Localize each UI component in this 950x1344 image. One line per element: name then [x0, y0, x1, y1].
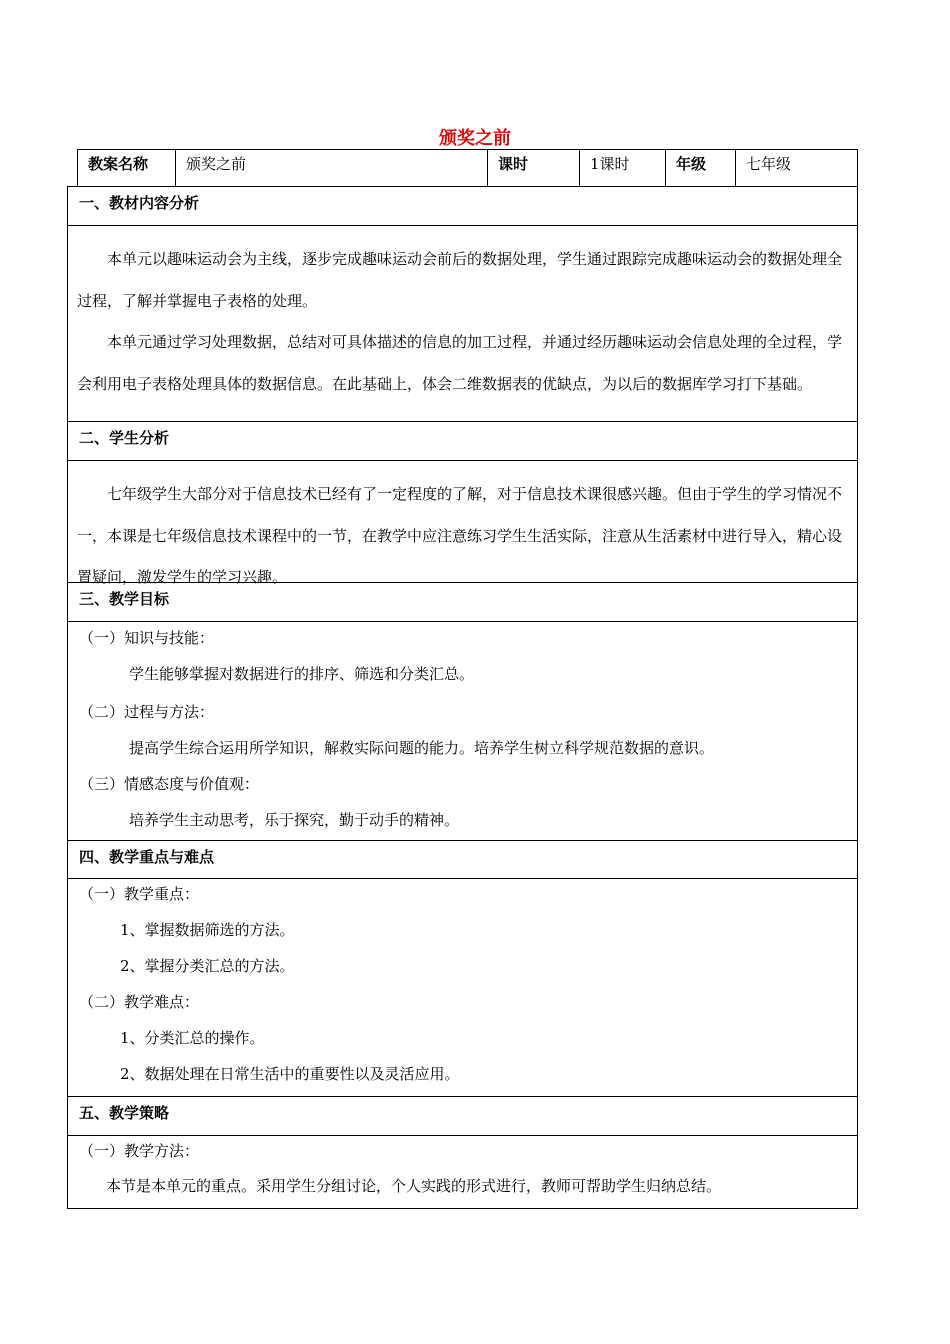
lesson-name-label: 教案名称 — [78, 150, 176, 186]
grade-value: 七年级 — [746, 155, 792, 173]
focus-difficult-item: 1、分类汇总的操作。 — [120, 1029, 265, 1047]
document-title: 颁奖之前 — [439, 128, 511, 149]
strategy-method-label: （一）教学方法： — [79, 1142, 200, 1160]
section-heading-students: 二、学生分析 — [68, 422, 857, 461]
section-body-goals — [68, 622, 857, 841]
section-heading-materials: 一、教材内容分析 — [68, 187, 857, 226]
goal-label-attitude: （三）情感态度与价值观： — [79, 775, 260, 793]
lesson-name-value: 颁奖之前 — [176, 150, 488, 186]
strategy-method-text: 本节是本单元的重点。采用学生分组讨论，个人实践的形式进行，教师可帮助学生归纳总结。 — [106, 1177, 722, 1195]
section-heading-goals: 三、教学目标 — [68, 583, 857, 622]
section-heading-focus: 四、教学重点与难点 — [68, 841, 857, 879]
goal-label-knowledge: （一）知识与技能： — [79, 629, 215, 647]
paragraph: 七年级学生大部分对于信息技术已经有了一定程度的了解，对于信息技术课很感兴趣。但由于学生的学习情况不一，本课是七年级信息技术课程中的一节，在教学中应注意练习学生生活实际，注意从生活素材中进行导入，精心设置疑问，激发学生的学习兴趣。 — [77, 485, 843, 586]
focus-difficult-item: 2、数据处理在日常生活中的重要性以及灵活应用。 — [120, 1065, 460, 1083]
focus-difficult-label: （二）教学难点： — [79, 993, 200, 1011]
focus-key-item: 2、掌握分类汇总的方法。 — [120, 957, 295, 975]
lesson-plan-body — [67, 186, 858, 1209]
grade-label: 年级 — [666, 150, 736, 186]
goal-text-knowledge: 学生能够掌握对数据进行的排序、筛选和分类汇总。 — [129, 665, 475, 683]
focus-key-item: 1、掌握数据筛选的方法。 — [120, 921, 295, 939]
section-body-students — [68, 461, 857, 586]
section-body-focus — [68, 879, 857, 1097]
section-body-materials — [68, 226, 857, 422]
goal-label-process: （二）过程与方法： — [79, 703, 215, 721]
goal-text-attitude: 培养学生主动思考，乐于探究，勤于动手的精神。 — [129, 811, 460, 829]
lesson-header-table — [77, 149, 858, 187]
lesson-hours-label: 课时 — [488, 150, 580, 186]
section-heading-strategy: 五、教学策略 — [68, 1097, 857, 1136]
focus-key-label: （一）教学重点： — [79, 885, 200, 903]
paragraph: 本单元通过学习处理数据，总结对可具体描述的信息的加工过程，并通过经历趣味运动会信息处理的全过程，学会利用电子表格处理具体的数据信息。在此基础上，体会二维数据表的优缺点，为以后的数据库学习打下基础。 — [77, 333, 843, 393]
lesson-hours-value: 1课时 — [580, 150, 666, 186]
paragraph: 本单元以趣味运动会为主线，逐步完成趣味运动会前后的数据处理，学生通过跟踪完成趣味运动会的数据处理全过程，了解并掌握电子表格的处理。 — [77, 250, 843, 310]
section-body-strategy — [68, 1136, 857, 1208]
goal-text-process: 提高学生综合运用所学知识，解救实际问题的能力。培养学生树立科学规范数据的意识。 — [129, 739, 715, 757]
